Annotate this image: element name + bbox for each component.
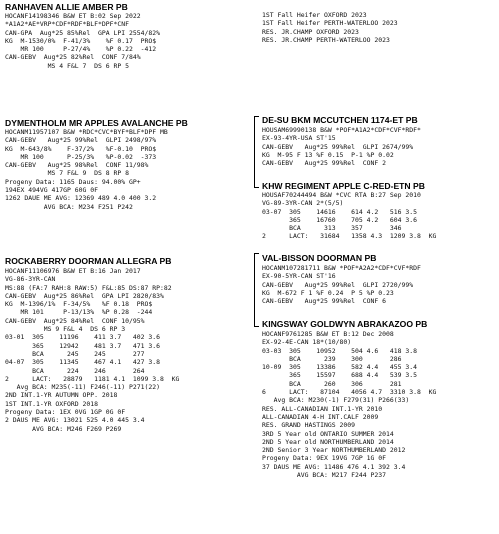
detail-line: 03-03 305 10952 504 4.6 418 3.8 <box>262 346 418 355</box>
detail-line: ALL-CANADIAN 4-H INT.CALF 2009 <box>262 412 379 421</box>
detail-line: MS 9 F&L 4 DS 6 RP 3 <box>5 325 126 334</box>
detail-line: Avg BCA: M235(-11) F246(-11) P271(22) <box>5 383 161 392</box>
detail-line: BCA 224 246 264 <box>5 366 145 375</box>
detail-line: 03-07 305 14616 614 4.2 516 3.5 <box>262 207 418 216</box>
detail-line: VG-86-3YR-CAN <box>5 275 56 284</box>
detail-line: EX-92-4E-CAN 18*(10/80) <box>262 338 352 347</box>
detail-line: HOUSAF70244494 B&W *CVC RTA B:27 Sep 2010 <box>262 191 421 199</box>
detail-line: MS 7 F&L 9 DS 8 RP 8 <box>5 169 130 178</box>
detail-line: CAN-GEBV Aug*25 86%Rel GPA LPI 2820/83% <box>5 291 164 300</box>
detail-line: KG M-1396/1% F-34/5% %F 0.18 PRO$ <box>5 300 153 309</box>
detail-line: 1ST Fall Heifer PERTH-WATERLOO 2023 <box>262 19 398 28</box>
detail-line: RES. JR.CHAMP OXFORD 2023 <box>262 27 359 36</box>
detail-line: AVG BCA: M217 F244 P237 <box>262 471 387 480</box>
detail-line: RES. JR.CHAMP PERTH-WATERLOO 2023 <box>262 35 390 44</box>
animal-name-valbisson: VAL-BISSON DOORMAN PB <box>262 253 377 263</box>
detail-line: CAN-GPA Aug*25 85%Rel GPA LPI 2554/82% <box>5 28 161 37</box>
detail-line: 1262 DAUE ME AVG: 12369 489 4.0 400 3.2 <box>5 194 157 203</box>
pedigree-bracket-dam <box>254 253 259 327</box>
detail-line: BCA 260 306 281 <box>262 379 402 388</box>
detail-line: 365 12942 481 3.7 471 3.6 <box>5 341 161 350</box>
detail-line: HOCANF11106976 B&W ET B:16 Jan 2017 <box>5 267 141 275</box>
detail-line: HOCANF14198346 B&W ET B:02 Sep 2022 <box>5 12 141 20</box>
detail-line: CAN-GEBV Aug*25 99%Rel GLPI 2498/97% <box>5 136 157 145</box>
detail-line: 2 LACT: 28879 1181 4.1 1099 3.8 KG <box>5 374 180 383</box>
detail-line: EX-90-5YR-CAN ST'16 <box>262 272 336 281</box>
pedigree-bracket-sire <box>254 116 259 188</box>
detail-line: KG M-643/8% F-37/2% %F-0.10 PRO$ <box>5 144 157 153</box>
animal-name-dymentholm: DYMENTHOLM MR APPLES AVALANCHE PB <box>5 118 188 128</box>
detail-line: 04-07 305 11345 467 4.1 427 3.8 <box>5 358 161 367</box>
detail-line: 2 LACT: 31684 1358 4.3 1209 3.8 KG <box>262 232 437 241</box>
detail-line: RES. GRAND HASTINGS 2009 <box>262 421 356 430</box>
detail-line: AVG BCA: M246 F269 P269 <box>5 424 122 433</box>
animal-name-kingsway: KINGSWAY GOLDWYN ABRAKAZOO PB <box>262 319 428 329</box>
detail-line: CAN-GEBV Aug*25 82%Rel CONF 7/84% <box>5 53 141 62</box>
animal-details-kingsway <box>262 330 436 479</box>
detail-line: RES. ALL-CANADIAN INT.1-YR 2010 <box>262 404 383 413</box>
animal-details-dymentholm <box>5 128 168 211</box>
detail-line: 365 15597 688 4.4 539 3.5 <box>262 371 418 380</box>
animal-details-desu <box>262 126 421 167</box>
detail-line: 10-09 305 13386 582 4.4 455 3.4 <box>262 363 418 372</box>
detail-line: MR 101 P-13/13% %P 0.28 -244 <box>5 308 153 317</box>
detail-line: 1ST INT.1-YR OXFORD 2018 <box>5 399 99 408</box>
detail-line: VG-89-3YR-CAN 2*(5/5) <box>262 199 344 208</box>
detail-line: CAN-GEBV Aug*25 99%Rel GLPI 2720/99% <box>262 280 414 289</box>
detail-line: MR 100 P-25/3% %P-0.02 -373 <box>5 152 157 161</box>
detail-line: 2ND 5 Year old NORTHUMBERLAND 2014 <box>262 437 394 446</box>
detail-line: MS 4 F&L 7 DS 6 RP 5 <box>5 61 130 70</box>
detail-line: 6 LACT: 87104 4056 4.7 3310 3.8 KG <box>262 388 437 397</box>
detail-line: 2ND Senior 3 Year NORTHUMBERLAND 2012 <box>262 446 406 455</box>
animal-details-valbisson <box>262 264 421 305</box>
detail-line: CAN-GEBV Aug*25 84%Rel CONF 10/95% <box>5 316 145 325</box>
detail-line: 2 DAUS ME AVG: 13021 525 4.0 445 3.4 <box>5 416 145 425</box>
detail-line: 3RD 5 Year old ONTARIO SUMMER 2014 <box>262 429 394 438</box>
animal-details-rockaberry <box>5 267 179 433</box>
detail-line: MS:88 (FA:7 RAH:8 RAW:5) F&L:85 DS:87 RP:82 <box>5 283 172 292</box>
detail-line: BCA 313 357 346 <box>262 224 402 233</box>
detail-line: CAN-GEBV Aug*25 99%Rel CONF 6 <box>262 297 387 306</box>
detail-line: AVG BCA: M234 F251 P242 <box>5 202 133 211</box>
detail-line: Progeny Data: 1EX 0VG 1GP 0G 0F <box>5 408 126 417</box>
detail-line: 1ST Fall Heifer OXFORD 2023 <box>262 11 367 19</box>
detail-line: 194EX 494VG 417GP 60G 0F <box>5 186 99 195</box>
detail-line: MR 100 P-27/4% %P 0.22 -412 <box>5 45 157 54</box>
animal-name-ranhaven: RANHAVEN ALLIE AMBER PB <box>5 2 128 12</box>
detail-line: 2ND INT.1-YR AUTUMN OPP. 2018 <box>5 391 118 400</box>
detail-line: EX-93-4YR-USA ST'15 <box>262 134 336 143</box>
detail-line: KG M-672 F 1 %F 0.24 P 5 %P 0.23 <box>262 288 394 297</box>
animal-name-rockaberry: ROCKABERRY DOORMAN ALLEGRA PB <box>5 256 172 266</box>
detail-line: HOCANM107281711 B&W *POF*A2A2*CDF*CVF*RDF <box>262 264 421 272</box>
animal-name-desu: DE-SU BKM MCCUTCHEN 1174-ET PB <box>262 115 418 125</box>
animal-details-khw <box>262 191 436 241</box>
detail-line: KG M-1530/0% F-41/3% %F 0.17 PRO$ <box>5 36 157 45</box>
detail-line: Avg BCA: M230(-1) F279(31) P266(33) <box>262 396 410 405</box>
detail-line: Progeny Data: 9EX 19VG 7GP 1G 0F <box>262 454 387 463</box>
detail-line: Progeny Data: 1165 Daus: 94.00% GP+ <box>5 177 141 186</box>
detail-line: 365 16760 705 4.2 604 3.6 <box>262 215 418 224</box>
detail-line: BCA 245 245 277 <box>5 349 145 358</box>
animal-name-khw: KHW REGIMENT APPLE C-RED-ETN PB <box>262 181 425 191</box>
detail-line: HOCANF9761285 B&W ET B:12 Dec 2008 <box>262 330 394 338</box>
detail-line: BCA 239 300 286 <box>262 354 402 363</box>
detail-line: *A1A2*AE*VRP*CDF*RDF*BLF*DPF*CNF <box>5 20 130 29</box>
detail-line: CAN-GEBV Aug*25 99%Rel GLPI 2674/99% <box>262 142 414 151</box>
detail-line: CAN-GEBV Aug*25 99%Rel CONF 2 <box>262 159 387 168</box>
detail-line: CAN-GEBV Aug*25 98%Rel CONF 11/98% <box>5 161 149 170</box>
detail-line: HOCANM11957107 B&W *RDC*CVC*BYF*BLF*DPF MB <box>5 128 168 136</box>
detail-line: HOUSAM69990138 B&W *POF*A1A2*CDF*CVF*RDF* <box>262 126 421 134</box>
detail-line: KG M-95 F 13 %F 0.15 P-1 %P 0.02 <box>262 150 394 159</box>
animal-details-ranhaven <box>5 12 160 70</box>
show-awards-ranhaven <box>262 11 398 44</box>
detail-line: 37 DAUS ME AVG: 11486 476 4.1 392 3.4 <box>262 462 406 471</box>
detail-line: 03-01 305 11196 411 3.7 402 3.6 <box>5 333 161 342</box>
